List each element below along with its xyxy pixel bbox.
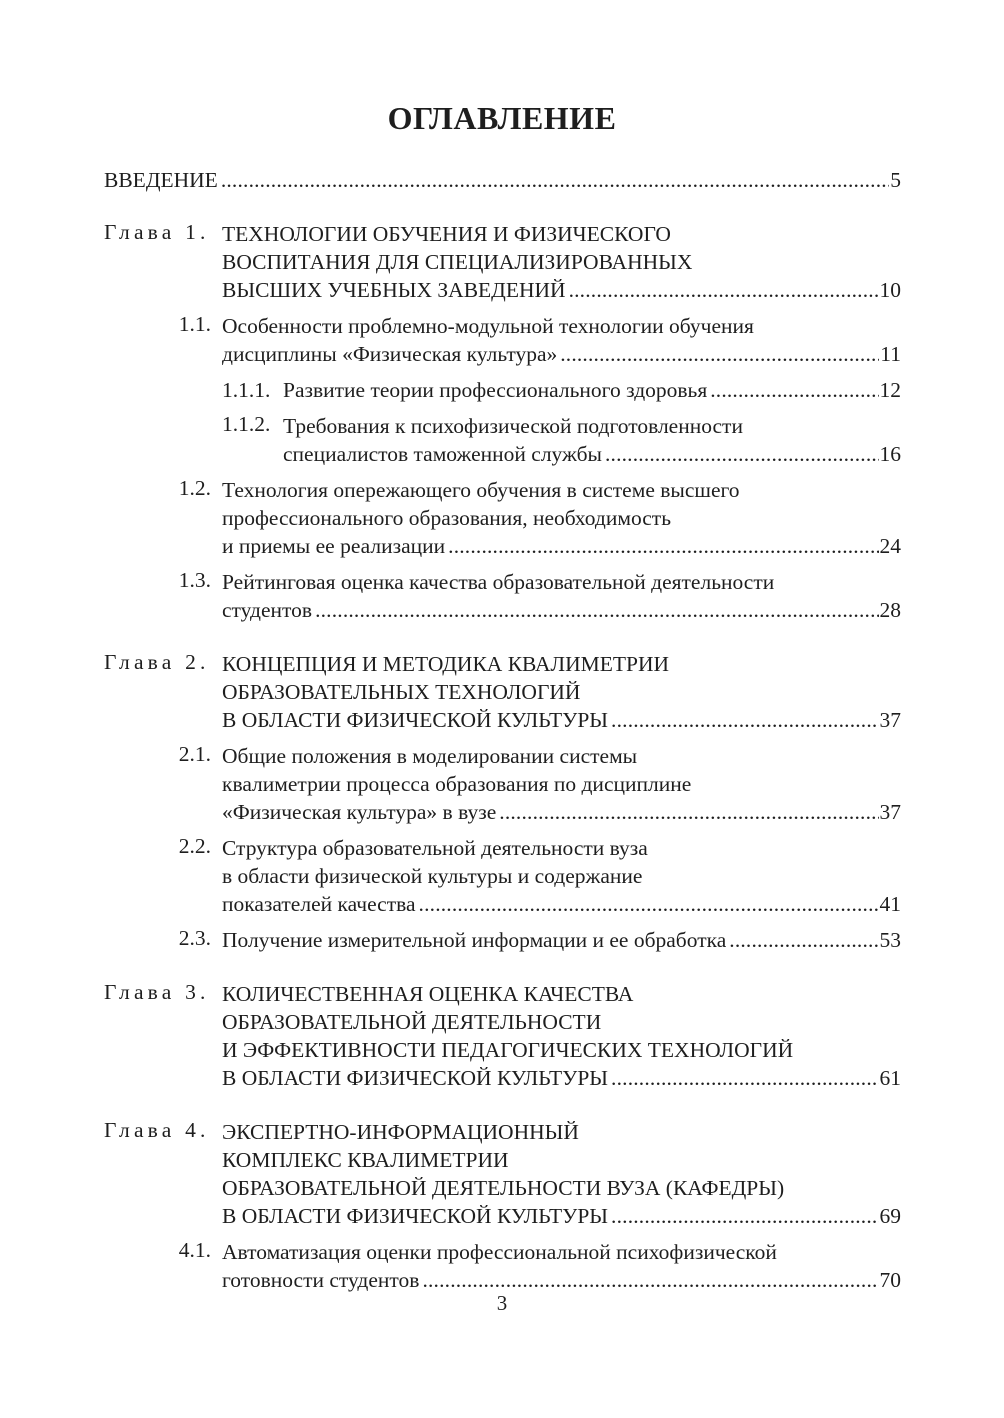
toc-entry-last-line bbox=[222, 798, 901, 826]
section-title bbox=[222, 742, 901, 826]
toc-entry-line: Автоматизация оценки профессиональной психофизической bbox=[222, 1240, 777, 1264]
section-number: 4.1. bbox=[178, 1238, 211, 1262]
section-number: 1.2. bbox=[178, 476, 211, 500]
toc-page-number: 12 bbox=[879, 378, 901, 402]
toc-entry-last-line bbox=[222, 340, 901, 368]
toc-entry-title: ВВЕДЕНИЕ bbox=[104, 168, 218, 192]
section-number: 2.2. bbox=[178, 834, 211, 858]
toc-entry-line: Структура образовательной деятельности вуза bbox=[222, 836, 648, 860]
toc-entry-line: квалиметрии процесса образования по дисциплине bbox=[222, 772, 692, 796]
toc-entry-line: ОБРАЗОВАТЕЛЬНОЙ ДЕЯТЕЛЬНОСТИ bbox=[222, 1010, 602, 1034]
chapter-label: Глава 2. bbox=[104, 650, 210, 674]
dot-leader bbox=[448, 532, 878, 560]
toc-entry-last-line bbox=[222, 376, 901, 404]
toc-section[interactable] bbox=[104, 834, 901, 918]
toc-page-number: 69 bbox=[879, 1204, 901, 1228]
toc-entry-line: КОМПЛЕКС КВАЛИМЕТРИИ bbox=[222, 1148, 509, 1172]
toc-entry-title: Получение измерительной информации и ее обработка bbox=[222, 928, 727, 952]
toc-page-number: 53 bbox=[879, 928, 901, 952]
chapter-list bbox=[104, 220, 901, 1294]
page-title: ОГЛАВЛЕНИЕ bbox=[387, 100, 617, 136]
dot-leader bbox=[611, 1064, 878, 1092]
toc-entry-title: специалистов таможенной службы bbox=[283, 442, 602, 466]
toc-entry-last-line bbox=[222, 1202, 901, 1230]
toc-page-number: 61 bbox=[879, 1066, 901, 1090]
toc-entry-title: готовности студентов bbox=[222, 1268, 420, 1292]
dot-leader bbox=[611, 1202, 878, 1230]
toc-entry-last-line bbox=[222, 276, 901, 304]
toc-entry-last-line bbox=[222, 926, 901, 954]
page-number: 3 bbox=[496, 1291, 508, 1315]
toc-entry-line: ТЕХНОЛОГИИ ОБУЧЕНИЯ И ФИЗИЧЕСКОГО bbox=[222, 222, 671, 246]
chapter-label: Глава 1. bbox=[104, 220, 210, 244]
toc-entry-title: В ОБЛАСТИ ФИЗИЧЕСКОЙ КУЛЬТУРЫ bbox=[222, 1066, 609, 1090]
toc-chapter[interactable] bbox=[104, 650, 901, 734]
chapter-title bbox=[222, 980, 901, 1092]
toc-entry-line: профессионального образования, необходимость bbox=[222, 506, 672, 530]
dot-leader bbox=[729, 926, 878, 954]
toc-entry-intro[interactable] bbox=[104, 166, 901, 194]
toc-entry-title: и приемы ее реализации bbox=[222, 534, 446, 558]
toc-subsection[interactable] bbox=[104, 376, 901, 404]
toc-subsection[interactable] bbox=[104, 412, 901, 468]
toc-entry-title: Развитие теории профессионального здоровья bbox=[283, 378, 708, 402]
toc-entry-line: Рейтинговая оценка качества образовательной деятельности bbox=[222, 570, 775, 594]
toc-entry-line: Особенности проблемно-модульной технологии обучения bbox=[222, 314, 754, 338]
toc-entry-last-line bbox=[222, 1266, 901, 1294]
dot-leader bbox=[605, 440, 879, 468]
section-title bbox=[222, 1238, 901, 1294]
toc-entry-line: И ЭФФЕКТИВНОСТИ ПЕДАГОГИЧЕСКИХ ТЕХНОЛОГИЙ bbox=[222, 1038, 794, 1062]
section-title bbox=[222, 568, 901, 624]
dot-leader bbox=[221, 166, 889, 194]
toc-section[interactable] bbox=[104, 568, 901, 624]
toc-entry-title: студентов bbox=[222, 598, 313, 622]
toc-page-number: 70 bbox=[879, 1268, 901, 1292]
toc-entry-title: «Физическая культура» в вузе bbox=[222, 800, 497, 824]
toc-page-number: 37 bbox=[879, 708, 901, 732]
toc-entry-title: дисциплины «Физическая культура» bbox=[222, 342, 558, 366]
chapter-title bbox=[222, 1118, 901, 1230]
toc-entry-line: ОБРАЗОВАТЕЛЬНОЙ ДЕЯТЕЛЬНОСТИ ВУЗА (КАФЕДРЫ) bbox=[222, 1176, 785, 1200]
section-title bbox=[222, 476, 901, 560]
dot-leader bbox=[560, 340, 879, 368]
toc-section[interactable] bbox=[104, 312, 901, 368]
toc-section[interactable] bbox=[104, 1238, 901, 1294]
toc-entry-line: Общие положения в моделировании системы bbox=[222, 744, 638, 768]
subsection-title bbox=[222, 412, 901, 468]
section-number: 1.1. bbox=[178, 312, 211, 336]
toc-entry-last-line bbox=[222, 890, 901, 918]
dot-leader bbox=[499, 798, 878, 826]
toc-entry-title: В ОБЛАСТИ ФИЗИЧЕСКОЙ КУЛЬТУРЫ bbox=[222, 708, 609, 732]
chapter-title bbox=[222, 220, 901, 304]
dot-leader bbox=[569, 276, 879, 304]
toc-entry-line: в области физической культуры и содержание bbox=[222, 864, 643, 888]
dot-leader bbox=[422, 1266, 878, 1294]
dot-leader bbox=[710, 376, 878, 404]
toc-page-number: 16 bbox=[879, 442, 901, 466]
toc-page-number: 41 bbox=[879, 892, 901, 916]
section-title bbox=[222, 834, 901, 918]
toc-section[interactable] bbox=[104, 476, 901, 560]
toc-entry-last-line bbox=[222, 1064, 901, 1092]
toc-entry-line: КОЛИЧЕСТВЕННАЯ ОЦЕНКА КАЧЕСТВА bbox=[222, 982, 634, 1006]
toc-page-number: 28 bbox=[879, 598, 901, 622]
section-number: 2.3. bbox=[178, 926, 211, 950]
toc-entry-line: Требования к психофизической подготовленности bbox=[283, 414, 743, 438]
section-number: 2.1. bbox=[178, 742, 211, 766]
toc-chapter[interactable] bbox=[104, 1118, 901, 1230]
toc-section[interactable] bbox=[104, 926, 901, 954]
toc-entry-line: КОНЦЕПЦИЯ И МЕТОДИКА КВАЛИМЕТРИИ bbox=[222, 652, 670, 676]
section-title bbox=[222, 926, 901, 954]
toc-entry-line: ОБРАЗОВАТЕЛЬНЫХ ТЕХНОЛОГИЙ bbox=[222, 680, 581, 704]
toc-entry-title: ВЫСШИХ УЧЕБНЫХ ЗАВЕДЕНИЙ bbox=[222, 278, 566, 302]
toc-section[interactable] bbox=[104, 742, 901, 826]
toc-page-number: 24 bbox=[879, 534, 901, 558]
subsection-number: 1.1.2. bbox=[222, 412, 271, 436]
toc-entry-line: Технология опережающего обучения в системе высшего bbox=[222, 478, 740, 502]
chapter-label: Глава 4. bbox=[104, 1118, 210, 1142]
toc-chapter[interactable] bbox=[104, 220, 901, 304]
toc-entry-last-line bbox=[222, 440, 901, 468]
chapter-label: Глава 3. bbox=[104, 980, 210, 1004]
subsection-title bbox=[222, 376, 901, 404]
toc-entry-last-line bbox=[222, 706, 901, 734]
chapter-title bbox=[222, 650, 901, 734]
toc-page-number: 11 bbox=[880, 342, 901, 366]
toc-entry-line: ВОСПИТАНИЯ ДЛЯ СПЕЦИАЛИЗИРОВАННЫХ bbox=[222, 250, 693, 274]
toc-entry-title: В ОБЛАСТИ ФИЗИЧЕСКОЙ КУЛЬТУРЫ bbox=[222, 1204, 609, 1228]
toc-page-number: 10 bbox=[879, 278, 901, 302]
toc-page-number: 5 bbox=[890, 168, 901, 192]
toc-entry-title: показателей качества bbox=[222, 892, 416, 916]
dot-leader bbox=[419, 890, 879, 918]
toc-entry-last-line bbox=[222, 596, 901, 624]
dot-leader bbox=[611, 706, 878, 734]
table-of-contents bbox=[104, 166, 901, 1294]
section-title bbox=[222, 312, 901, 368]
toc-entry-last-line bbox=[222, 532, 901, 560]
subsection-number: 1.1.1. bbox=[222, 378, 271, 402]
toc-entry-line: ЭКСПЕРТНО-ИНФОРМАЦИОННЫЙ bbox=[222, 1120, 579, 1144]
dot-leader bbox=[315, 596, 878, 624]
subsection-first-line bbox=[222, 412, 901, 440]
section-number: 1.3. bbox=[178, 568, 211, 592]
toc-chapter[interactable] bbox=[104, 980, 901, 1092]
toc-page-number: 37 bbox=[879, 800, 901, 824]
